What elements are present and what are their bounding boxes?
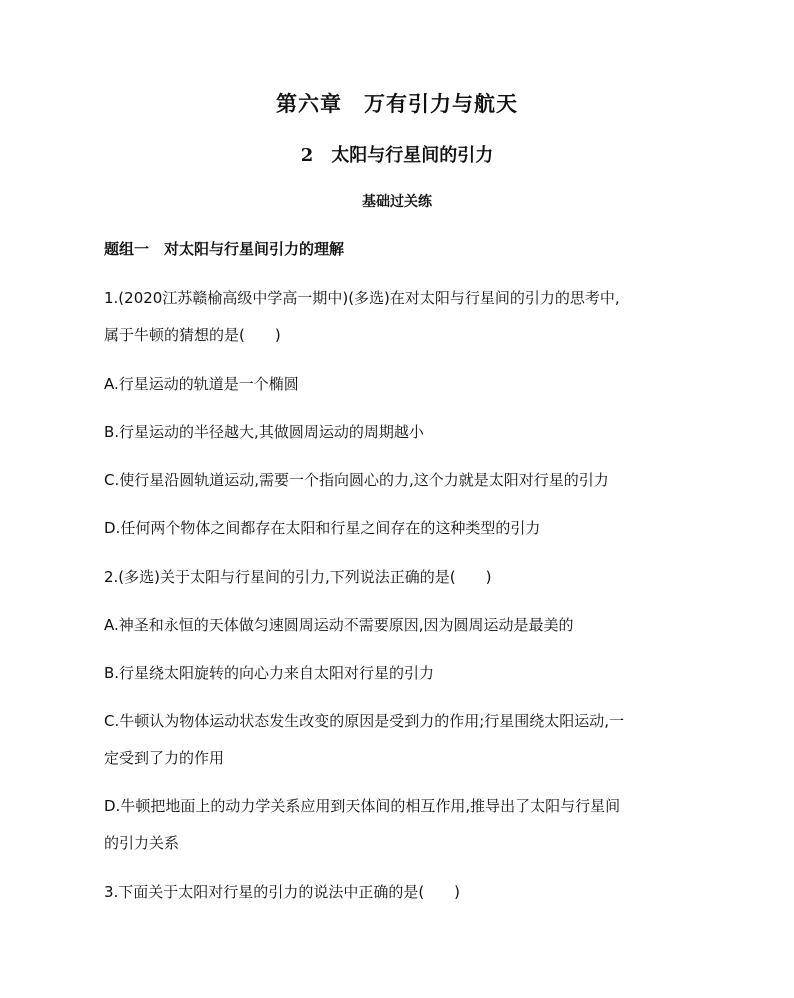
question-1-option-a: A.行星运动的轨道是一个椭圆 bbox=[104, 375, 299, 393]
question-1-option-c: C.使行星沿圆轨道运动,需要一个指向圆心的力,这个力就是太阳对行星的引力 bbox=[104, 471, 609, 489]
question-2-option-c-cont: 定受到了力的作用 bbox=[104, 749, 225, 767]
question-1-stem-cont: 属于牛顿的猜想的是( ) bbox=[104, 326, 281, 344]
section-title: 2 太阳与行星间的引力 bbox=[300, 145, 494, 166]
question-2-option-c: C.牛顿认为物体运动状态发生改变的原因是受到力的作用;行星围绕太阳运动,一 bbox=[104, 712, 625, 730]
chapter-title: 第六章 万有引力与航天 bbox=[276, 91, 518, 116]
question-1-stem: 1.(2020江苏赣榆高级中学高一期中)(多选)在对太阳与行星间的引力的思考中, bbox=[104, 289, 620, 307]
question-2-option-b: B.行星绕太阳旋转的向心力来自太阳对行星的引力 bbox=[104, 664, 435, 682]
question-3-stem: 3.下面关于太阳对行星的引力的说法中正确的是( ) bbox=[104, 883, 461, 901]
question-2-option-d: D.牛顿把地面上的动力学关系应用到天体间的相互作用,推导出了太阳与行星间 bbox=[104, 797, 621, 815]
question-2-option-a: A.神圣和永恒的天体做匀速圆周运动不需要原因,因为圆周运动是最美的 bbox=[104, 616, 574, 634]
subtitle: 基础过关练 bbox=[362, 194, 432, 210]
question-2-option-d-cont: 的引力关系 bbox=[104, 834, 180, 852]
question-2-stem: 2.(多选)关于太阳与行星间的引力,下列说法正确的是( ) bbox=[104, 568, 492, 586]
question-1-option-b: B.行星运动的半径越大,其做圆周运动的周期越小 bbox=[104, 423, 424, 441]
question-group-title: 题组一 对太阳与行星间引力的理解 bbox=[104, 240, 345, 258]
question-1-option-d: D.任何两个物体之间都存在太阳和行星之间存在的这种类型的引力 bbox=[104, 519, 541, 537]
